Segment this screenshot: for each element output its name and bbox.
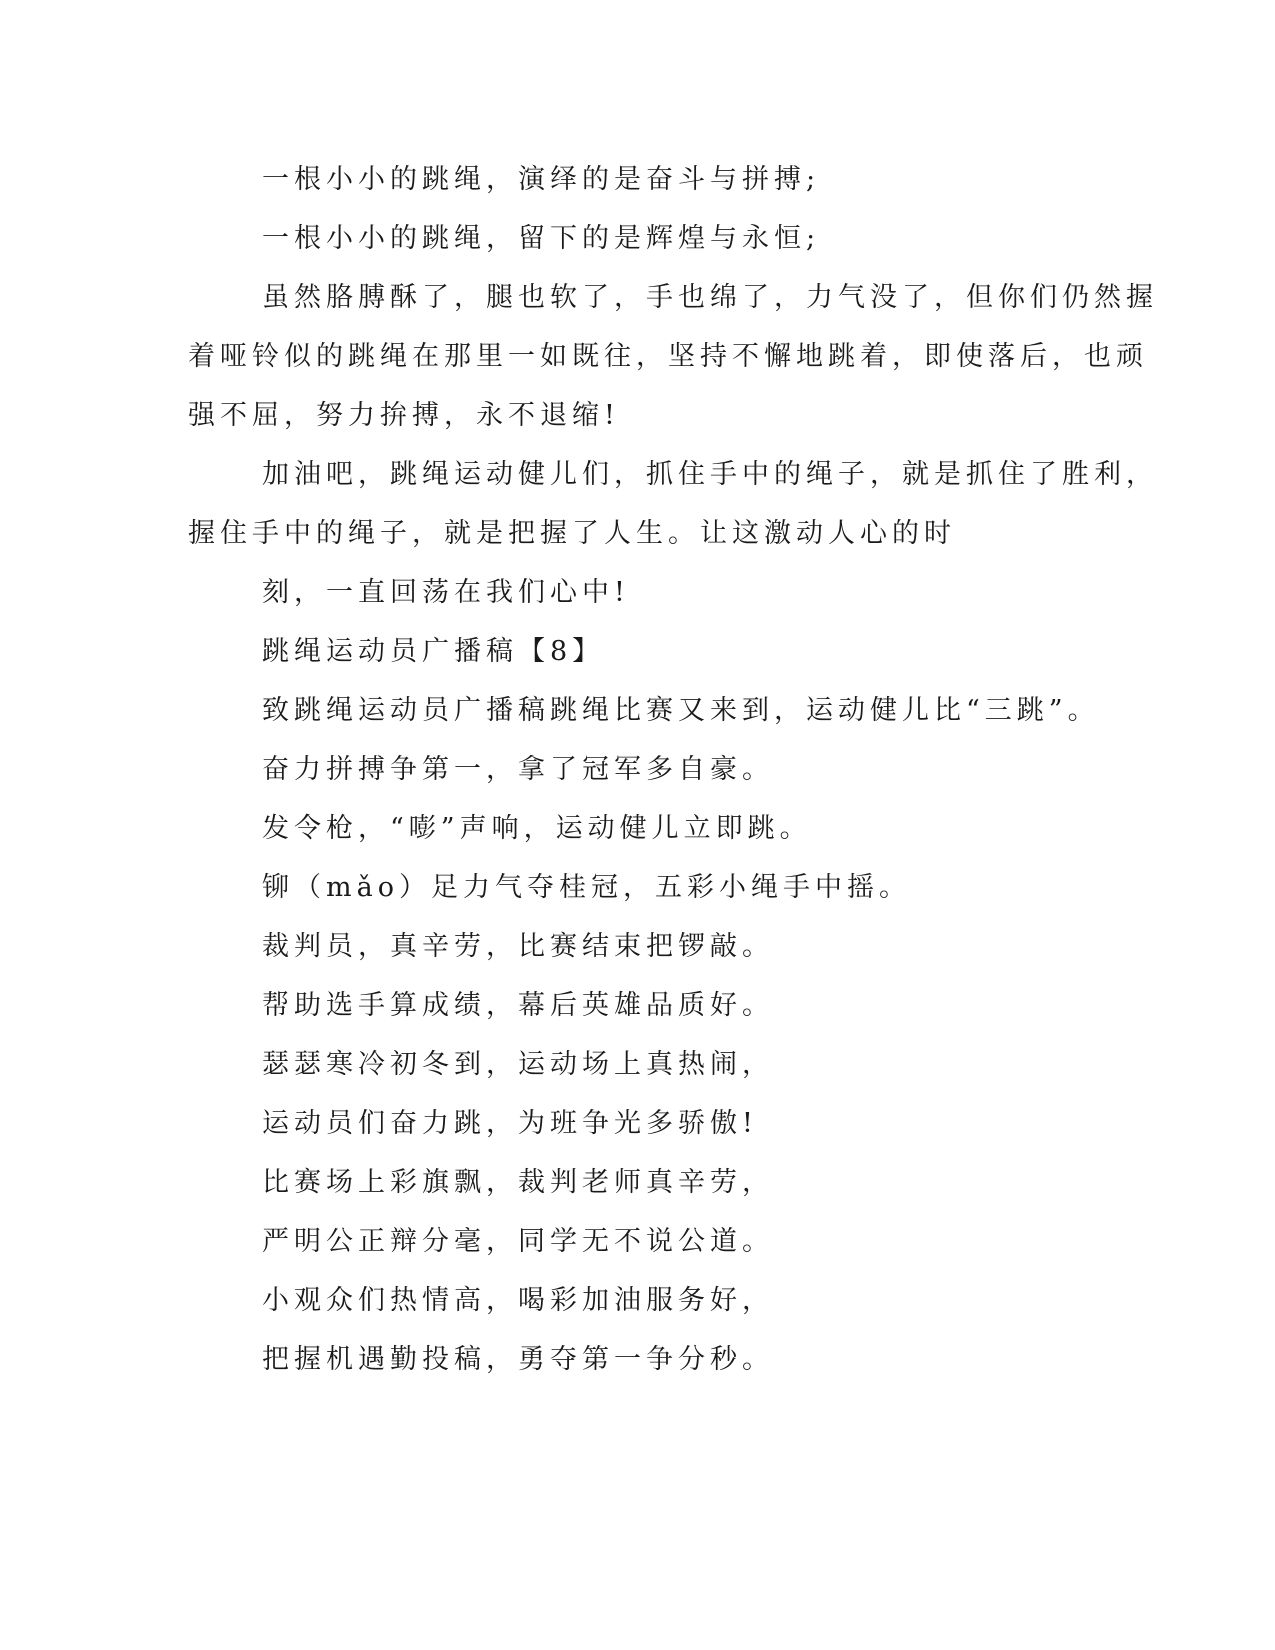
text-line: 铆（mǎo）足力气夺桂冠，五彩小绳手中摇。: [262, 872, 911, 903]
text-line: 奋力拼搏争第一，拿了冠军多自豪。: [262, 754, 774, 785]
text-line: 刻，一直回荡在我们心中!: [262, 577, 630, 608]
text-line: 裁判员，真辛劳，比赛结束把锣敲。: [262, 931, 774, 962]
text-line: 小观众们热情高，喝彩加油服务好，: [262, 1285, 774, 1316]
text-line: 帮助选手算成绩，幕后英雄品质好。: [262, 990, 774, 1021]
text-line: 着哑铃似的跳绳在那里一如既往，坚持不懈地跳着，即使落后，也顽: [188, 341, 1148, 372]
text-line: 握住手中的绳子，就是把握了人生。让这激动人心的时: [188, 518, 956, 549]
section-heading: 跳绳运动员广播稿【8】: [262, 636, 605, 667]
text-line: 强不屈，努力拚搏，永不退缩!: [188, 400, 620, 431]
text-line: 加油吧，跳绳运动健儿们，抓住手中的绳子，就是抓住了胜利，: [262, 459, 1158, 490]
text-line: 运动员们奋力跳，为班争光多骄傲!: [262, 1108, 758, 1139]
text-line: 严明公正辩分毫，同学无不说公道。: [262, 1226, 774, 1257]
text-line: 虽然胳膊酥了，腿也软了，手也绵了，力气没了，但你们仍然握: [262, 282, 1158, 313]
text-line: 一根小小的跳绳，演绎的是奋斗与拼搏;: [262, 164, 821, 195]
text-line: 比赛场上彩旗飘，裁判老师真辛劳，: [262, 1167, 774, 1198]
text-line: 一根小小的跳绳，留下的是辉煌与永恒;: [262, 223, 821, 254]
text-line: 瑟瑟寒冷初冬到，运动场上真热闹，: [262, 1049, 774, 1080]
text-line: 致跳绳运动员广播稿跳绳比赛又来到，运动健儿比“三跳”。: [262, 695, 1100, 726]
text-line: 把握机遇勤投稿，勇夺第一争分秒。: [262, 1344, 774, 1375]
text-line: 发令枪，“嘭”声响，运动健儿立即跳。: [262, 813, 812, 844]
